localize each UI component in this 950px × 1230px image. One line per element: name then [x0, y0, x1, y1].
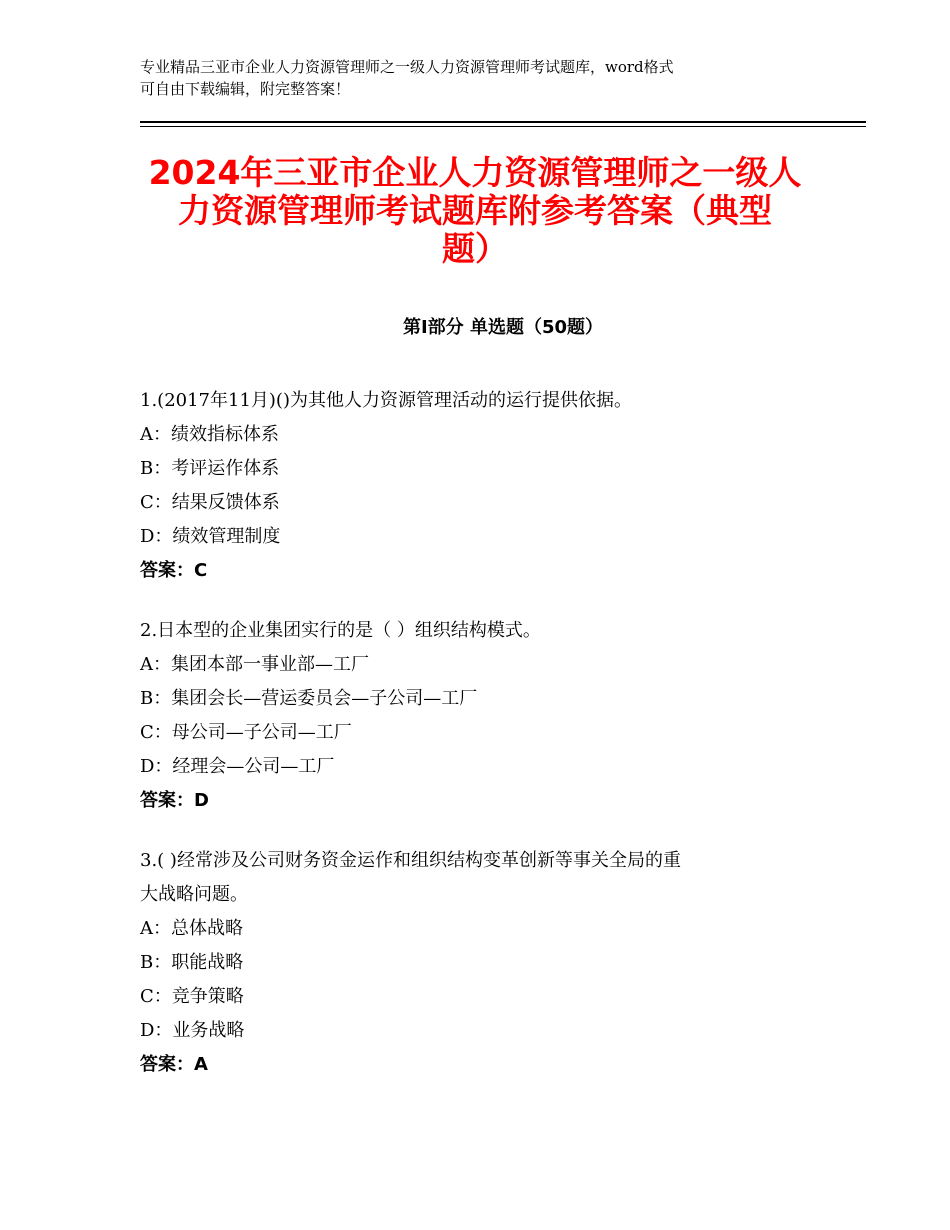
header-note-line: 可自由下载编辑，附完整答案！	[140, 80, 351, 98]
option-d: D：经理会—公司—工厂	[140, 756, 335, 777]
option-b: B：职能战略	[140, 952, 244, 973]
header-note-line: 专业精品三亚市企业人力资源管理师之一级人力资源管理师考试题库，word格式	[140, 58, 674, 76]
title-line: 题）	[442, 229, 508, 268]
header-divider-thin	[140, 126, 866, 127]
option-a: A：总体战略	[140, 918, 243, 939]
document-title	[120, 154, 830, 268]
answer: 答案：D	[140, 790, 209, 811]
header-note	[140, 56, 820, 100]
option-c: C：竞争策略	[140, 986, 244, 1007]
option-a: A：集团本部一事业部—工厂	[140, 654, 369, 675]
title-line: 2024年三亚市企业人力资源管理师之一级人	[148, 153, 802, 192]
header-divider-thick	[140, 121, 866, 123]
question-stem: 3.( )经常涉及公司财务资金运作和组织结构变革创新等事关全局的重	[140, 850, 681, 871]
option-c: C：母公司—子公司—工厂	[140, 722, 352, 743]
option-b: B：集团会长—营运委员会—子公司—工厂	[140, 688, 478, 709]
option-c: C：结果反馈体系	[140, 492, 280, 513]
option-d: D：业务战略	[140, 1020, 245, 1041]
option-b: B：考评运作体系	[140, 458, 280, 479]
question-stem: 2.日本型的企业集团实行的是（ ）组织结构模式。	[140, 620, 541, 641]
question-stem-continued: 大战略问题。	[140, 884, 248, 905]
question-3	[140, 844, 820, 1082]
answer: 答案：A	[140, 1054, 208, 1075]
question-1	[140, 384, 820, 588]
answer: 答案：C	[140, 560, 208, 581]
question-stem: 1.(2017年11月)()为其他人力资源管理活动的运行提供依据。	[140, 390, 632, 411]
question-list	[140, 384, 820, 1108]
option-a: A：绩效指标体系	[140, 424, 279, 445]
option-d: D：绩效管理制度	[140, 526, 281, 547]
section-title: 第Ⅰ部分 单选题（50题）	[402, 317, 603, 338]
title-line: 力资源管理师考试题库附参考答案（典型	[178, 191, 772, 230]
question-2	[140, 614, 820, 818]
